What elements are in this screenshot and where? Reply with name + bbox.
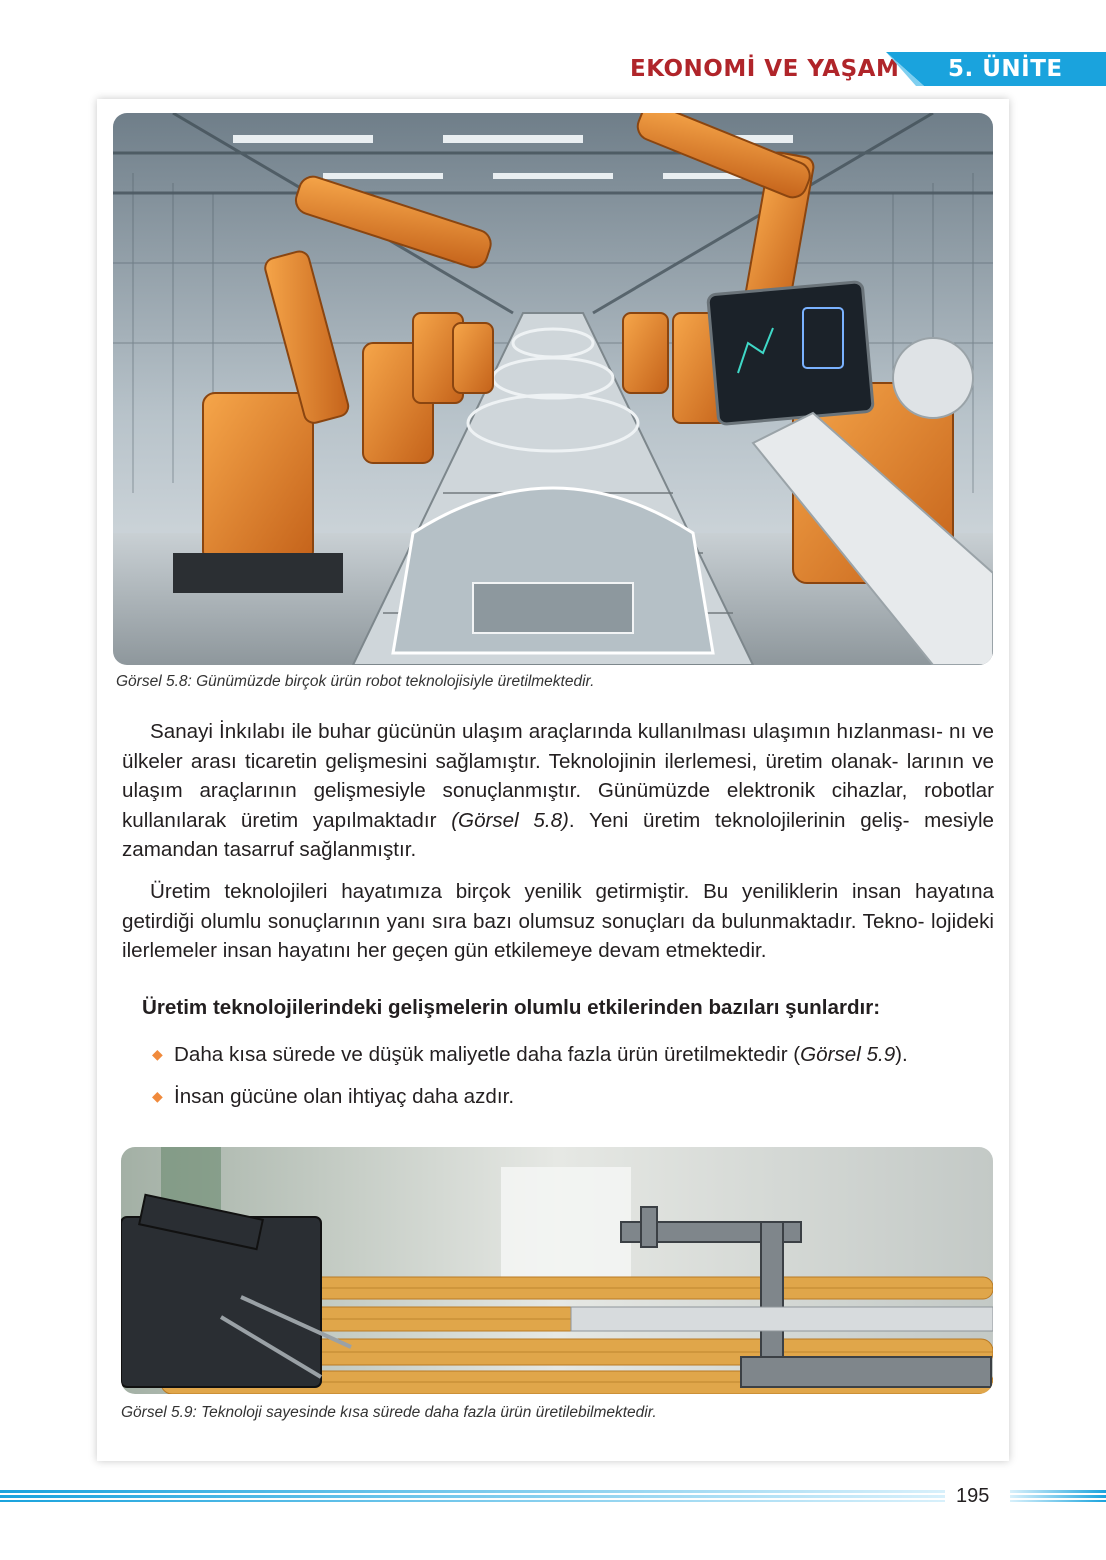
- section-title: EKONOMİ VE YAŞAM: [630, 56, 900, 82]
- diamond-bullet-icon: ◆: [152, 1088, 163, 1104]
- footer-rule-left: [0, 1490, 945, 1506]
- robot-assembly-line-icon: [113, 113, 993, 665]
- unit-label: 5. ÜNİTE: [948, 56, 1063, 82]
- paragraph-1: [122, 717, 994, 865]
- page-number: 195: [956, 1485, 990, 1507]
- unit-tab: [886, 52, 1106, 86]
- figure-2-caption: Görsel 5.9: Teknoloji sayesinde kısa sürede daha fazla ürün üretilebilmektedir.: [121, 1404, 657, 1421]
- bullet-text: İnsan gücüne olan ihtiyaç daha azdır.: [174, 1085, 515, 1108]
- paragraph-1-tail: . Yeni üretim teknolojilerinin geliş- mesiyle zamandan tasarruf sağlanmıştır.: [122, 808, 994, 861]
- figure-ref-5-8: (Görsel 5.8): [451, 808, 569, 832]
- figure-robot-factory: [113, 113, 993, 665]
- bullet-item: [152, 1085, 514, 1109]
- paragraph-1-text: Sanayi İnkılabı ile buhar gücünün ulaşım araçlarında kullanılması ulaşımın hızlanması- nı ve ülkeler arası ticaretin gelişmesini sağlamıştır. Teknolojinin ilerlemesi, üretim olanak- larının ve ulaşım araçlarının gelişmesiyle sonuçlanmıştır. Günümüzde elektronik cihazlar, robotlar kullanılarak üretim yapılmaktadır: [122, 720, 994, 832]
- bullet-text: Daha kısa sürede ve düşük maliyetle daha fazla ürün üretilmektedir (: [174, 1043, 801, 1066]
- biscuit-production-line-icon: [121, 1147, 993, 1394]
- bullet-tail: ).: [895, 1043, 908, 1066]
- paragraph-2-text: Üretim teknolojileri hayatımıza birçok yenilik getirmiştir. Bu yeniliklerin insan hayatına getirdiği olumlu sonuçlarının yanı sıra bazı olumsuz sonuçları da bulunmaktadır. Tekno- lojideki ilerlemeler insan hayatını her geçen gün etkilemeye devam etmektedir.: [122, 880, 994, 962]
- lead-heading: Üretim teknolojilerindeki gelişmelerin olumlu etkilerinden bazıları şunlardır:: [142, 996, 881, 1019]
- figure-ref-5-9: Görsel 5.9: [800, 1043, 896, 1066]
- diamond-bullet-icon: ◆: [152, 1046, 163, 1062]
- figure-biscuit-line: [121, 1147, 993, 1394]
- figure-1-caption: Görsel 5.8: Günümüzde birçok ürün robot teknolojisiyle üretilmektedir.: [116, 673, 595, 690]
- footer-rule-right: [1010, 1490, 1106, 1506]
- bullet-item: [152, 1043, 908, 1067]
- paragraph-2: [122, 877, 994, 966]
